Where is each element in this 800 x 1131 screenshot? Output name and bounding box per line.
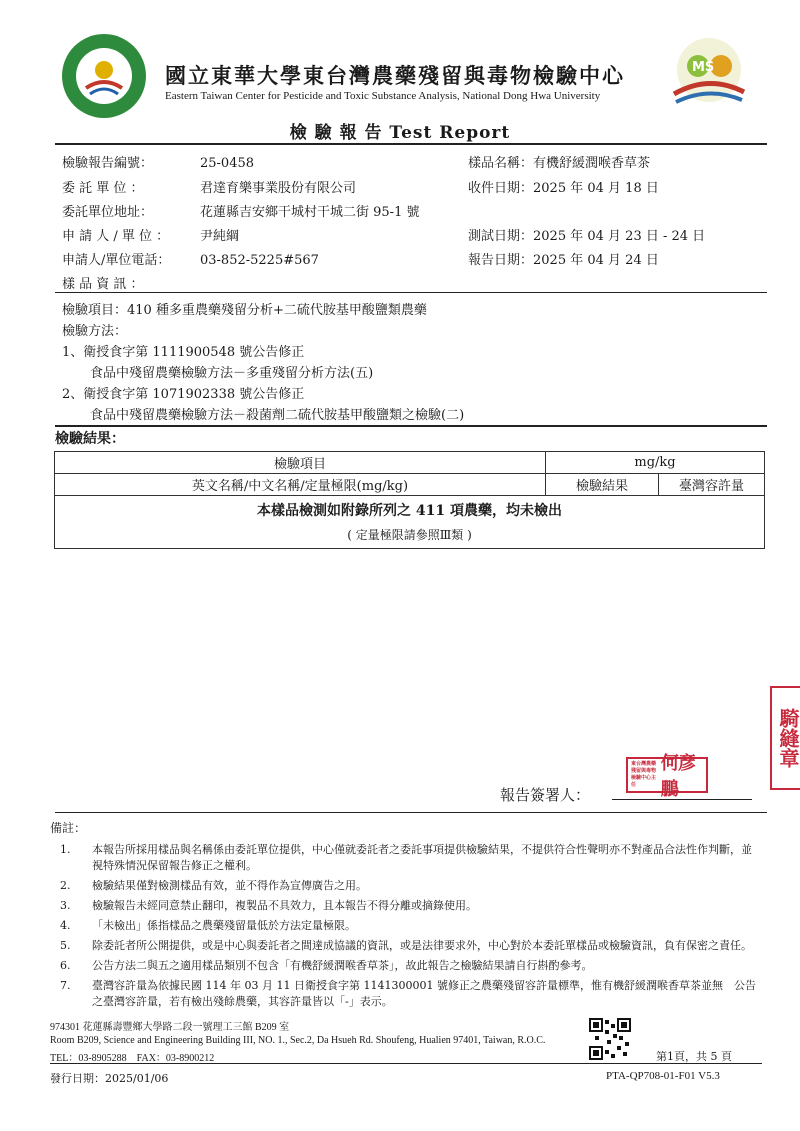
notes-label: 備註： bbox=[50, 821, 87, 835]
logo-right-text: MS bbox=[692, 60, 715, 75]
sample-name: 有機舒緩潤喉香草茶 bbox=[533, 156, 651, 171]
note-number: 3. bbox=[60, 899, 71, 912]
signature-label: 報告簽署人： bbox=[500, 786, 591, 804]
note-item bbox=[50, 978, 760, 1010]
note-text: 本報告所採用樣品與名稱係由委託單位提供，中心僅就委託者之委託事項提供檢驗結果，不提供符合性聲明亦不對產品合法性作判斷，並視特殊情況保留報告修正之權利。 bbox=[92, 843, 752, 872]
results-label: 檢驗結果： bbox=[55, 431, 125, 447]
note-text: 除委託者所公開提供，或是中心與委託者之間達成協議的資訊，或是法律要求外，中心對於本委託單樣品或檢驗資訊，負有保密之責任。 bbox=[92, 939, 752, 952]
qr-code-icon bbox=[589, 1018, 631, 1060]
col-unit-header: mg/kg bbox=[546, 452, 765, 474]
report-no-row bbox=[62, 152, 254, 171]
client-label: 委 託 單 位 ： bbox=[62, 181, 144, 196]
note-number: 6. bbox=[60, 959, 71, 972]
client-row bbox=[62, 177, 356, 196]
note-number: 7. bbox=[60, 979, 71, 992]
received-label: 收件日期： bbox=[468, 181, 534, 196]
note-text: 臺灣容許量為依據民國 114 年 03 月 11 日衛授食字第 1141300001 號修正之農藥殘留容許量標準，惟有機舒緩潤喉香草茶並無 公告 之臺灣容許量，若有檢出殘餘農藥，其容許量皆以「-」表示。 bbox=[92, 979, 756, 1008]
results-rule bbox=[55, 425, 767, 427]
seal-name: 何彥鵬 bbox=[660, 753, 695, 800]
results-table bbox=[54, 451, 765, 549]
title-rule bbox=[55, 143, 767, 145]
received-date: 2025 年 04 月 18 日 bbox=[533, 181, 659, 196]
report-no-label: 檢驗報告編號： bbox=[62, 156, 154, 171]
note-number: 2. bbox=[60, 879, 71, 892]
report-title: 檢 驗 報 告 Test Report bbox=[289, 123, 511, 143]
footer-contact: TEL：03-8905288 FAX：03-8900212 bbox=[50, 1053, 215, 1064]
col-item-header: 檢驗項目 bbox=[55, 452, 546, 474]
sample-info-label: 樣 品 資 訊 ： bbox=[62, 277, 144, 292]
sample-name-label: 樣品名稱： bbox=[468, 156, 534, 171]
note-number: 4. bbox=[60, 919, 71, 932]
sample-name-row bbox=[468, 152, 650, 171]
doc-code: PTA-QP708-01-F01 V5.3 bbox=[606, 1070, 720, 1082]
fields-rule bbox=[55, 292, 767, 293]
result-summary: 本樣品檢測如附錄所列之 411 項農藥，均未檢出 bbox=[257, 503, 562, 519]
note-item bbox=[50, 898, 760, 914]
side-stamp: 騎縫章 bbox=[770, 686, 800, 790]
table-row bbox=[55, 496, 765, 549]
address-label: 委託單位地址： bbox=[62, 205, 154, 220]
org-name-cn: 國立東華大學東台灣農藥殘留與毒物檢驗中心 bbox=[165, 63, 625, 88]
note-item bbox=[50, 878, 760, 894]
note-text: 檢驗報告未經同意禁止翻印，複製品不具效力，且本報告不得分離或摘錄使用。 bbox=[92, 899, 477, 912]
director-seal bbox=[626, 753, 708, 800]
method-1-line2: 食品中殘留農藥檢驗方法－多重殘留分析方法(五) bbox=[90, 366, 374, 381]
phone-row bbox=[62, 249, 319, 268]
test-date-row bbox=[468, 225, 705, 244]
quant-limit-note: ( 定量極限請參照Ⅲ類 ) bbox=[347, 528, 472, 542]
col-limit-header: 臺灣容許量 bbox=[659, 474, 765, 496]
table-row bbox=[55, 452, 765, 474]
note-item bbox=[50, 938, 760, 954]
received-row bbox=[468, 177, 659, 196]
notes-rule bbox=[55, 812, 767, 813]
footer-address-en: Room B209, Science and Engineering Building III, NO. 1., Sec.2, Da Hsueh Rd. Shoufeng, Hualien 97401, Taiwan, R.O.C. bbox=[50, 1035, 546, 1046]
summary-cell bbox=[55, 496, 765, 549]
methods-label: 檢驗方法： bbox=[62, 324, 128, 339]
phone-label: 申請人/單位電話： bbox=[62, 253, 171, 268]
note-number: 1. bbox=[60, 843, 71, 856]
table-row bbox=[55, 474, 765, 496]
method-1-line1: 1、衛授食字第 1111900548 號公告修正 bbox=[62, 345, 305, 360]
test-date: 2025 年 04 月 23 日 - 24 日 bbox=[533, 229, 706, 244]
client: 君達育樂事業股份有限公司 bbox=[200, 181, 357, 196]
org-name-en: Eastern Taiwan Center for Pesticide and Toxic Substance Analysis, National Dong Hwa University bbox=[165, 90, 601, 102]
test-items: 檢驗項目：410 種多重農藥殘留分析+二硫代胺基甲酸鹽類農藥 bbox=[62, 303, 427, 318]
report-no: 25-0458 bbox=[200, 156, 255, 171]
method-2-line2: 食品中殘留農藥檢驗方法－殺菌劑二硫代胺基甲酸鹽類之檢驗(二) bbox=[90, 408, 465, 423]
note-item bbox=[50, 918, 760, 934]
report-date-label: 報告日期： bbox=[468, 253, 534, 268]
note-item bbox=[50, 842, 760, 874]
university-logo bbox=[60, 32, 148, 120]
footer-address-cn: 974301 花蓮縣壽豐鄉大學路二段一號理工三館 B209 室 bbox=[50, 1022, 290, 1033]
note-text: 「未檢出」係指樣品之農藥殘留量低於方法定量極限。 bbox=[92, 919, 356, 932]
applicant: 尹純綱 bbox=[200, 229, 240, 244]
method-2-line1: 2、衛授食字第 1071902338 號公告修正 bbox=[62, 387, 305, 402]
address: 花蓮縣吉安鄉干城村干城二街 95-1 號 bbox=[200, 205, 420, 220]
note-text: 檢驗結果僅對檢測樣品有效，並不得作為宣傳廣告之用。 bbox=[92, 879, 367, 892]
notes-list bbox=[50, 842, 760, 1010]
col-name-header: 英文名稱/中文名稱/定量極限(mg/kg) bbox=[55, 474, 546, 496]
phone: 03-852-5225#567 bbox=[200, 253, 319, 268]
note-item bbox=[50, 958, 760, 974]
report-date: 2025 年 04 月 24 日 bbox=[533, 253, 659, 268]
report-date-row bbox=[468, 249, 659, 268]
center-logo bbox=[668, 34, 750, 114]
page-number: 第1頁，共 5 頁 bbox=[656, 1050, 732, 1063]
notes-section bbox=[50, 820, 760, 1014]
issue-date: 發行日期：2025/01/06 bbox=[50, 1072, 169, 1085]
note-number: 5. bbox=[60, 939, 71, 952]
address-row bbox=[62, 201, 419, 220]
note-text: 公告方法二與五之適用樣品類別不包含「有機舒緩潤喉香草茶」，故此報告之檢驗結果請自行斟酌參考。 bbox=[92, 959, 593, 972]
applicant-label: 申 請 人 / 單 位 ： bbox=[62, 229, 170, 244]
col-result-header: 檢驗結果 bbox=[546, 474, 659, 496]
sample-info-row bbox=[62, 273, 144, 292]
test-date-label: 測試日期： bbox=[468, 229, 534, 244]
applicant-row bbox=[62, 225, 239, 244]
seal-small-text: 東台灣農藥殘留與毒物檢驗中心主任 bbox=[631, 761, 657, 788]
